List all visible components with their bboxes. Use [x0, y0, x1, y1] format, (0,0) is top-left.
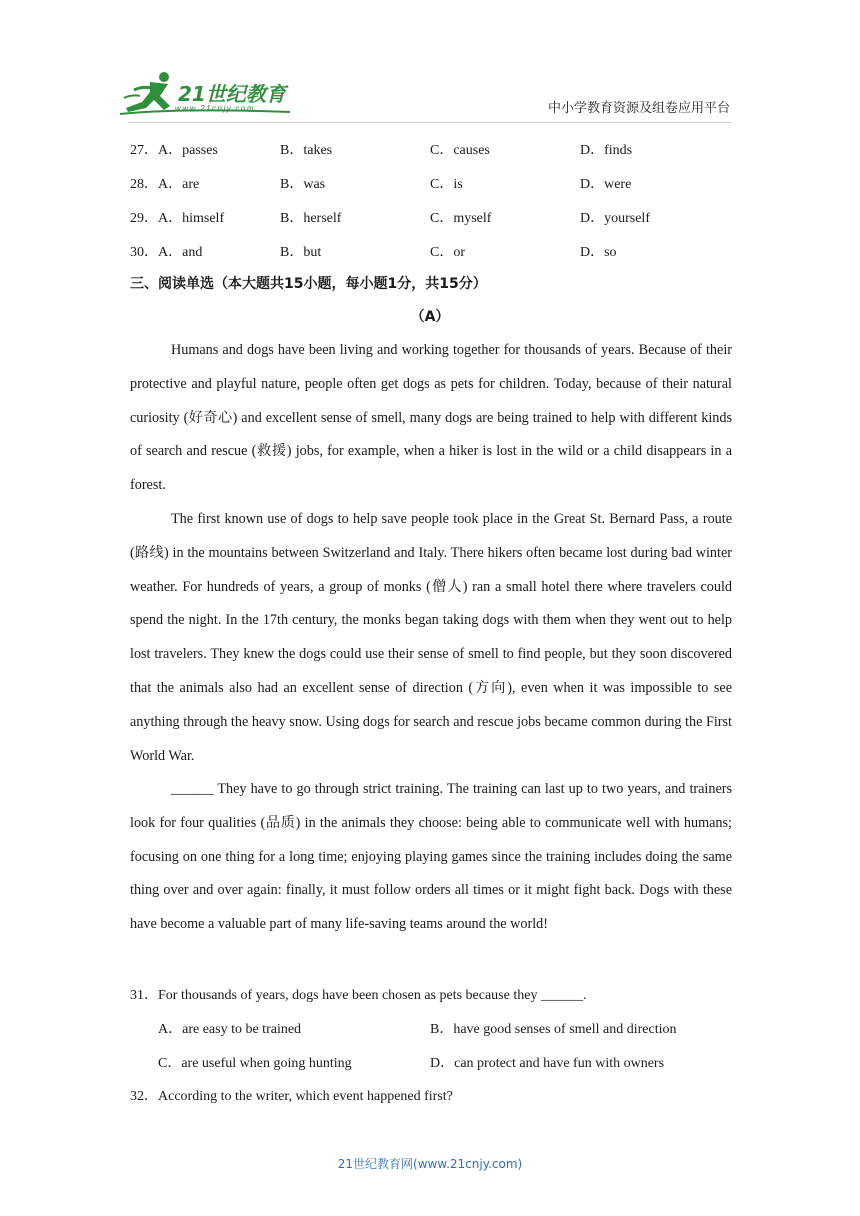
passage-label: （A）: [410, 309, 450, 325]
paragraph-text: ______ They have to go through strict training. The training can last up to two years, and trainers look for four qualities (品质) in the animals they choose: being able to communicate well with humans; focusing on one thing for a long time; enjoying playing games since the training includes doing the same thing over and over again: finally, it must follow orders all times or it might fight back. Dogs with these have become a valuable part of many life-saving teams around the world!: [130, 781, 732, 933]
options-row-28: [130, 173, 740, 193]
option-d: D．finds: [580, 143, 633, 158]
option-a: A．and: [158, 245, 203, 260]
options-row-30: [130, 241, 740, 261]
platform-name: 中小学教育资源及组卷应用平台: [547, 101, 730, 116]
option-b: B．takes: [280, 143, 333, 158]
question-32-stem: 32．According to the writer, which event happened first?: [130, 1089, 453, 1104]
section-title: 三、阅读单选（本大题共15小题，每小题1分，共15分）: [130, 276, 487, 292]
option-b: B．but: [280, 245, 322, 260]
options-row-29: [130, 207, 740, 227]
question-31-option-a: A．are easy to be trained: [158, 1022, 302, 1037]
logo-url: www.21cnjy.com: [175, 104, 255, 113]
option-a: A．are: [158, 177, 200, 192]
option-d: D．so: [580, 245, 617, 260]
option-a: A．himself: [158, 211, 225, 226]
question-31-option-b: B．have good senses of smell and direction: [430, 1022, 677, 1037]
option-b: B．herself: [280, 211, 342, 226]
option-c: C．myself: [430, 211, 492, 226]
option-d: D．yourself: [580, 211, 650, 226]
question-number: 28．: [130, 177, 158, 192]
question-number: 27．: [130, 143, 158, 158]
page-footer: 21世纪教育网(www.21cnjy.com): [337, 1157, 523, 1171]
question-31-stem: 31．For thousands of years, dogs have been chosen as pets because they ______.: [130, 988, 587, 1003]
option-a: A．passes: [158, 143, 218, 158]
passage-paragraph-2: [130, 503, 732, 773]
question-31-option-d: D．can protect and have fun with owners: [430, 1056, 665, 1071]
header-divider: [128, 122, 732, 123]
option-b: B．was: [280, 177, 326, 192]
logo-text: 21世纪教育: [178, 82, 286, 106]
paragraph-text: Humans and dogs have been living and working together for thousands of years. Because of their protective and playful nature, people often get dogs as pets for children. Today, because of their natural curiosity (好奇心) and excellent sense of smell, many dogs are being trained to help with different kinds of search and rescue (救援) jobs, for example, when a hiker is lost in the wild or a child disappears in a forest.: [130, 342, 732, 494]
question-31-option-c: C．are useful when going hunting: [158, 1056, 352, 1071]
options-row-27: [130, 139, 740, 159]
option-d: D．were: [580, 177, 632, 192]
question-number: 30．: [130, 245, 158, 260]
option-c: C．causes: [430, 143, 490, 158]
option-c: C．or: [430, 245, 465, 260]
page-header: [0, 0, 860, 125]
passage-paragraph-3: [130, 773, 732, 942]
passage-paragraph-1: [130, 334, 732, 503]
question-number: 29．: [130, 211, 158, 226]
option-c: C．is: [430, 177, 463, 192]
paragraph-text: The first known use of dogs to help save people took place in the Great St. Bernard Pass, a route (路线) in the mountains between Switzerland and Italy. There hikers often became lost during bad winter weather. For hundreds of years, a group of monks (僧人) ran a small hotel there where travelers could spend the night. In the 17th century, the monks began taking dogs with them when they went out to help lost travelers. They knew the dogs could use their sense of smell to find people, but they soon discovered that the animals also had an excellent sense of direction (方向), even when it was impossible to see anything through the heavy snow. Using dogs for search and rescue jobs became common during the First World War.: [130, 511, 732, 764]
